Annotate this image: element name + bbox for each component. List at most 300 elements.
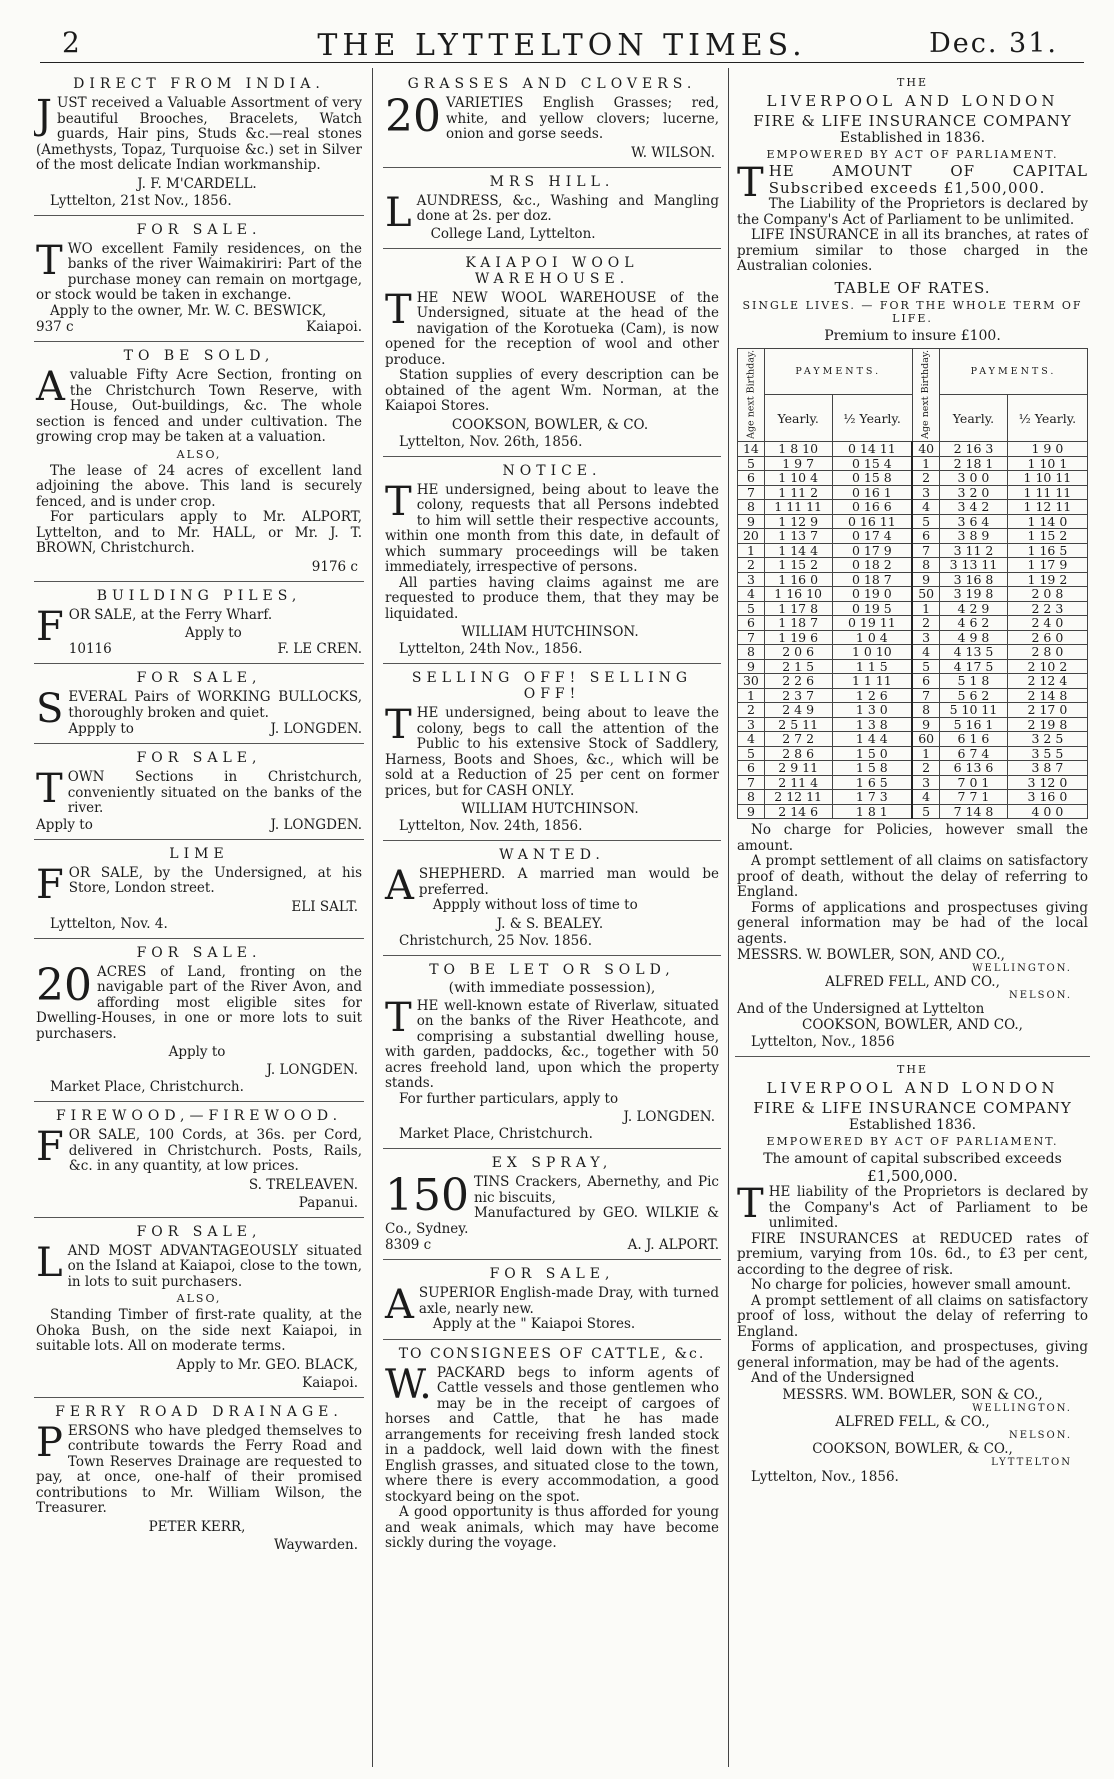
ad-body: Forms of applications and prospectuses giving general information may be had of the local agents. [737,899,1088,947]
rates-cell: 8 [738,790,765,805]
rates-cell: 6 [738,761,765,776]
reference-number: 8309 c [385,1237,432,1253]
rates-cell: 1 3 8 [832,717,912,732]
ad-heading: SELLING OFF! SELLING OFF! [411,670,693,702]
ad-selling-off [383,664,721,841]
rates-cell: 1 14 4 [764,543,832,558]
rates-cell: 6 1 6 [940,732,1008,747]
ad-body: HE liability of the Proprietors is declared by the Company's Act of Parliament to be unlimited. [768,1184,1088,1232]
ad-heading: KAIAPOI WOOL WAREHOUSE. [465,254,639,287]
agent-entry [737,1414,1088,1441]
rates-cell: 3 13 11 [940,558,1008,573]
rates-cell: 1 16 10 [764,587,832,602]
rates-cell: 6 [912,674,939,689]
newspaper-title: THE LYTTELTON TIMES. [317,28,807,63]
rates-row [738,761,1088,776]
ad-body: PACKARD begs to inform agents of Cattle vessels and those gentlemen who may be in the receipt of cargoes of horses and Cattle, that he has made arrangements for receiving fresh landed stock in a paddock, well laid down with the finest English grasses, and situated close to the town, where there is every accommodation, a good stockyard being on the spot. [385,1364,719,1505]
rates-cell: 5 16 1 [940,717,1008,732]
agent-place: NELSON. [1008,1429,1072,1441]
rates-cell: 1 10 4 [764,471,832,486]
ad-body: HE undersigned, being about to leave the colony, begs to call the attention of the Public to his extensive Stock of Saddlery, Harness, Boots and Shoes, &c., which will be sold at a Reduction of 25 per cent on former prices, but for CASH ONLY. [385,705,719,799]
rates-row [738,659,1088,674]
rates-cell: 1 14 0 [1007,514,1087,529]
rates-cell: 1 0 4 [832,630,912,645]
rates-cell: 6 13 6 [940,761,1008,776]
ad-lead: HE AMOUNT OF CAPITAL Subscribed exceeds £1,500,000. [768,162,1088,197]
ad-land-kaiapoi [34,1218,364,1398]
ad-body: The lease of 24 acres of excellent land adjoining the above. This land is securely fenced, and is under crop. [36,462,362,510]
age-header: Age next Birthday. [738,348,765,442]
ad-for-sale-dray [383,1260,721,1340]
ad-body: WO excellent Family residences, on the banks of the river Waimakiriri: Part of the purchase money can remain on mortgage, or stock would be taken in exchange. [36,240,362,303]
established: Established 1836. [848,1117,977,1134]
rates-cell: 2 10 2 [1007,659,1087,674]
rates-cell: 3 [738,572,765,587]
rates-row [738,543,1088,558]
rates-cell: 3 8 7 [1007,761,1087,776]
ad-body: ERSONS who have pledged themselves to contribute towards the Ferry Road and Town Reserves Drainage are requested to pay, at once, one-half of their promised contributions to Mr. William Wilson, the Treasurer. [36,1422,362,1516]
drop-cap: W. [385,1361,432,1408]
rates-cell: 0 17 9 [832,543,912,558]
ad-heading: FOR SALE. [136,944,262,961]
ad-body: All parties having claims against me are requested to produce them, that they may be liquidated. [385,574,719,622]
address-date: Market Place, Christchurch. [399,1126,593,1142]
rates-cell: 1 [912,456,939,471]
signature: J. & S. BEALEY. [496,915,604,932]
rates-cell: 4 0 0 [1007,804,1087,819]
agent-place: WELLINGTON. [972,963,1072,975]
ad-kaiapoi-wool [383,249,721,457]
rates-cell: 3 [912,485,939,500]
page-number: 2 [62,26,80,59]
ad-body: HE NEW WOOL WAREHOUSE of the Undersigned, situate at the head of the navigation of the Korotueka (Cam), is now opened for the reception of wool and other produce. [385,289,719,368]
ad-for-sale-residences [34,216,364,343]
rates-cell: 3 12 0 [1007,775,1087,790]
place: Kaiapoi. [302,1374,358,1391]
rates-cell: 2 7 2 [764,732,832,747]
rates-cell: 1 18 7 [764,616,832,631]
rates-cell: 7 7 1 [940,790,1008,805]
rates-cell: 0 15 4 [832,456,912,471]
rates-cell: 1 2 6 [832,688,912,703]
drop-cap: T [36,766,63,812]
signature: J. LONGDEN. [270,816,362,833]
rates-cell: 1 11 11 [764,500,832,515]
ad-heading: EX SPRAY, [491,1155,613,1171]
rates-cell: 7 [738,775,765,790]
rates-cell: 3 11 2 [940,543,1008,558]
ad-heading: FOR SALE, [489,1266,615,1282]
rates-cell: 3 16 0 [1007,790,1087,805]
rates-cell: 2 3 7 [764,688,832,703]
ad-heading: LIME [169,845,229,862]
also-label: ALSO, [176,447,222,461]
rates-cell: 6 [912,529,939,544]
drop-cap: L [385,189,412,236]
rates-cell: 4 [912,645,939,660]
ad-mrs-hill [383,168,721,249]
ad-the: THE [897,1063,928,1077]
ad-body: OWN Sections in Christchurch, conveniently situated on the banks of the river. [67,769,362,816]
rates-cell: 5 [912,514,939,529]
rates-cell: 8 [738,645,765,660]
ad-body: A prompt settlement of all claims on satisfactory proof of loss, without the delay of referring to England. [737,1292,1088,1340]
rates-cell: 2 [912,761,939,776]
drop-cap: P [36,1419,63,1466]
ad-body: OR SALE, 100 Cords, at 36s. per Cord, delivered in Christchurch. Posts, Rails, &c. in any quantity, at low prices. [68,1127,362,1174]
agent-name: MESSRS. W. BOWLER, SON, AND CO., [737,947,1005,964]
rates-cell: 1 19 2 [1007,572,1087,587]
signature: ELI SALT. [291,898,358,915]
signature: J. F. M'CARDELL. [137,175,257,192]
ad-body: EVERAL Pairs of WORKING BULLOCKS, thoroughly broken and quiet. [68,689,362,721]
rates-cell: 3 [912,630,939,645]
rates-cell: 2 11 4 [764,775,832,790]
rates-cell: 1 15 2 [764,558,832,573]
rates-cell: 2 5 11 [764,717,832,732]
rates-cell: 20 [738,529,765,544]
address-date: Lyttelton, Nov., 1856. [751,1468,899,1485]
agent-place: LYTTELTON [991,1456,1072,1468]
ad-heading: MRS HILL. [489,173,615,190]
rates-cell: 0 18 2 [832,558,912,573]
rates-cell: 6 [738,616,765,631]
ad-body: AND MOST ADVANTAGEOUSLY situated on the Island at Kaiapoi, close to the town, in lots to suit purchasers. [67,1242,362,1290]
ad-body: HE well-known estate of Riverlaw, situated on the banks of the River Heathcote, and comprising a substantial dwelling house, with garden, paddocks, &c., together with 50 acres freehold land, upon which the property stands. [385,997,719,1091]
rates-cell: 0 16 11 [832,514,912,529]
ad-consignees-cattle [383,1340,721,1558]
rates-cell: 5 [912,804,939,819]
rates-cell: 2 0 6 [764,645,832,660]
half-yearly-header: ½ Yearly. [1007,395,1087,442]
ad-heading: NOTICE. [502,462,602,479]
column-rule [728,68,729,1767]
premium-line: Premium to insure £100. [824,327,1001,344]
rates-cell: 1 5 8 [832,761,912,776]
rates-cell: 4 [912,790,939,805]
yearly-header: Yearly. [764,395,832,442]
rates-cell: 1 7 3 [832,790,912,805]
ad-heading: GRASSES AND CLOVERS. [407,76,697,92]
ad-body: ACRES of Land, fronting on the navigable part of the River Avon, and affording most eligible sites for Dwelling-Houses, in one or more lots to suit purchasers. [36,963,362,1042]
agent-name: COOKSON, BOWLER, AND CO., [802,1017,1023,1034]
ad-heading: FOR SALE, [136,750,262,766]
agent-entry [737,1387,1088,1414]
drop-cap: A [385,863,414,909]
ad-body: For further particulars, apply to [399,1090,619,1107]
rates-cell: 2 6 0 [1007,630,1087,645]
rates-cell: 9 [738,659,765,674]
rates-cell: 2 0 8 [1007,587,1087,602]
ad-body: FIRE INSURANCES at REDUCED rates of premium, varying from 10s. 6d., to £3 per cent, according to the degree of risk. [737,1230,1088,1278]
rates-cell: 3 [912,775,939,790]
rates-cell: 7 [912,688,939,703]
signature: WILLIAM HUTCHINSON. [461,801,639,817]
rates-row [738,456,1088,471]
rates-cell: 1 8 10 [764,442,832,457]
agent-name: ALFRED FELL, AND CO., [825,974,1000,991]
rates-cell: 5 [738,456,765,471]
rates-cell: 8 [912,703,939,718]
rates-cell: 0 14 11 [832,442,912,457]
rates-row [738,688,1088,703]
address-date: Christchurch, 25 Nov. 1856. [399,932,593,949]
rates-row [738,790,1088,805]
rates-cell: 9 [912,717,939,732]
rates-cell: 2 16 3 [940,442,1008,457]
rates-cell: 14 [738,442,765,457]
agent-name: MESSRS. WM. BOWLER, SON & CO., [782,1386,1043,1403]
ad-body: Forms of application, and prospectuses, giving general information, may be had of the agents. [737,1339,1088,1371]
ad-heading: FOR SALE, [136,1223,262,1240]
established: Established in 1836. [839,130,986,146]
rates-cell: 1 [738,543,765,558]
rates-cell: 2 1 5 [764,659,832,674]
ad-body: The Liability of the Proprietors is declared by the Company's Act of Parliament to be unlimited. [737,196,1088,228]
ad-liverpool-life [735,70,1090,1057]
rates-cell: 1 1 11 [832,674,912,689]
rates-cell: 2 14 6 [764,804,832,819]
rates-cell: 2 14 8 [1007,688,1087,703]
drop-cap: T [36,237,63,284]
rates-cell: 7 0 1 [940,775,1008,790]
ad-notice [383,457,721,665]
address-date: Lyttelton, Nov. 26th, 1856. [399,433,583,450]
rates-cell: 1 5 0 [832,746,912,761]
empowered: EMPOWERED BY ACT OF PARLIAMENT. [766,148,1059,161]
drop-cap: A [385,1282,414,1328]
table-title: TABLE OF RATES. [834,278,991,297]
signature: WILLIAM HUTCHINSON. [461,624,639,640]
rates-cell: 9 [738,804,765,819]
ad-ferry-road-drainage [34,1398,364,1559]
rates-cell: 3 5 5 [1007,746,1087,761]
drop-cap: F [36,861,64,908]
drop-cap: 150 [385,1170,469,1221]
rates-cell: 1 3 0 [832,703,912,718]
signature: F. LE CREN. [277,641,362,657]
address-date: Lyttelton, Nov. 24th, 1856. [399,818,583,834]
agent-entry [737,974,1088,1001]
ad-body: SUPERIOR English-made Dray, with turned axle, nearly new. [418,1285,719,1317]
ad-body: OR SALE, at the Ferry Wharf. [68,606,273,623]
ad-body: HE undersigned, being about to leave the colony, requests that all Persons indebted to him will settle their respective accounts, within one month from this date, in default of which summary proceedings will be taken immediately, irrespective of persons. [385,481,719,575]
rates-cell: 1 19 6 [764,630,832,645]
rates-cell: 2 12 4 [1007,674,1087,689]
rates-cell: 2 [738,703,765,718]
rates-cell: 2 18 1 [940,456,1008,471]
rates-cell: 4 [738,732,765,747]
rates-row [738,471,1088,486]
ad-heading: FOR SALE, [136,670,262,686]
drop-cap: F [36,603,64,650]
rates-row [738,558,1088,573]
rates-cell: 2 [912,471,939,486]
signature: J. LONGDEN. [270,721,362,737]
rates-cell: 3 2 0 [940,485,1008,500]
rates-row [738,717,1088,732]
address-date: Lyttelton, Nov., 1856 [751,1034,895,1051]
rates-cell: 0 19 0 [832,587,912,602]
address-date: Lyttelton, 24th Nov., 1856. [399,641,583,657]
agent-name: ALFRED FELL, & CO., [835,1413,990,1430]
rates-cell: 4 6 2 [940,616,1008,631]
rates-cell: 1 11 2 [764,485,832,500]
column-2 [383,70,721,1769]
signature: J. LONGDEN. [623,1109,715,1125]
rates-cell: 1 15 2 [1007,529,1087,544]
rates-row [738,616,1088,631]
agent-entry [737,1441,1088,1468]
company-subtitle: FIRE & LIFE INSURANCE COMPANY [753,112,1072,130]
age-header: Age next Birthday. [912,348,939,442]
rates-row [738,500,1088,515]
ad-body: A prompt settlement of all claims on satisfactory proof of death, without the delay of referring to England. [737,853,1088,901]
rates-cell: 1 17 9 [1007,558,1087,573]
company-subtitle: FIRE & LIFE INSURANCE COMPANY [753,1099,1072,1118]
issue-date: Dec. 31. [929,28,1058,59]
ad-body: UST received a Valuable Assortment of very beautiful Brooches, Bracelets, Watch guards, Hair pins, Studs &c.—real stones (Amethysts, Topaz, Turquoise &c.) set in Silver of the most delicate Indian workmanship. [36,95,362,173]
agent-lead: And of the Undersigned at Lyttelton [737,1001,985,1018]
company-name: LIVERPOOL AND LONDON [766,1079,1059,1098]
ad-ex-spray [383,1149,721,1260]
address-date: College Land, Lyttelton. [430,225,596,242]
ad-body: Appply without loss of time to [432,897,638,913]
ad-subheading: (with immediate possession), [448,979,656,996]
company-name: LIVERPOOL AND LONDON [766,92,1059,110]
rates-cell: 0 15 8 [832,471,912,486]
rates-cell: 1 4 4 [832,732,912,747]
rates-row [738,645,1088,660]
reference-number: 937 c [36,319,74,335]
rates-cell: 1 9 0 [1007,442,1087,457]
ad-heading: WANTED. [499,847,605,863]
rates-cell: 60 [912,732,939,747]
place: Kaiapoi. [306,319,362,335]
rates-row [738,514,1088,529]
drop-cap: T [737,160,764,206]
rates-row [738,746,1088,761]
ad-liverpool-fire [735,1057,1090,1491]
drop-cap: 20 [385,91,441,142]
signature: S. TRELEAVEN. [248,1176,358,1193]
rates-cell: 5 [738,746,765,761]
masthead [40,22,1084,63]
rates-cell: 2 19 8 [1007,717,1087,732]
single-lives: SINGLE LIVES. — FOR THE WHOLE TERM OF LIFE. [742,298,1083,325]
agent-name: COOKSON, BOWLER, & CO., [812,1440,1013,1457]
rates-cell: 1 16 5 [1007,543,1087,558]
rates-cell: 5 10 11 [940,703,1008,718]
signature: W. WILSON. [631,144,715,161]
rates-cell: 4 [912,500,939,515]
rates-row [738,703,1088,718]
rates-cell: 2 [738,558,765,573]
rates-cell: 1 9 7 [764,456,832,471]
ad-body: AUNDRESS, &c., Washing and Mangling done at 2s. per doz. [416,192,719,224]
ad-body: And of the Undersigned [751,1370,915,1387]
payments-header: PAYMENTS. [764,348,912,395]
ad-heading: TO CONSIGNEES OF CATTLE, &c. [398,1345,706,1362]
yearly-header: Yearly. [940,395,1008,442]
rates-cell: 1 [912,746,939,761]
address-date: Lyttelton, Nov. 4. [50,915,168,932]
rates-cell: 1 13 7 [764,529,832,544]
rates-cell: 5 6 2 [940,688,1008,703]
rates-cell: 9 [912,572,939,587]
rates-cell: 1 17 8 [764,601,832,616]
agent-entry [737,947,1088,974]
ad-body: SHEPHERD. A married man would be preferred. [418,866,719,898]
reference-number: 9176 c [311,558,358,575]
ad-body: No charge for Policies, however small the amount. [737,822,1088,854]
reference-number: 10116 [68,641,112,657]
ad-lime [34,840,364,939]
rates-cell: 0 19 5 [832,601,912,616]
ad-body: Standing Timber of first-rate quality, at the Ohoka Bush, on the side next Kaiapoi, in suitable lots. All on moderate terms. [36,1307,362,1354]
apply-line: Apply to [36,816,93,833]
ad-body: Station supplies of every description can be obtained of the agent Wm. Norman, at the Kaiapoi Stores. [385,367,719,414]
signature: COOKSON, BOWLER, & CO. [451,416,649,433]
rates-cell: 0 16 1 [832,485,912,500]
half-yearly-header: ½ Yearly. [832,395,912,442]
ad-heading: FERRY ROAD DRAINAGE. [55,1403,343,1420]
ad-direct-from-india [34,70,364,216]
drop-cap: T [385,994,412,1041]
rates-cell: 5 [912,659,939,674]
column-3 [735,70,1090,1769]
rates-cell: 6 7 4 [940,746,1008,761]
drop-cap: A [36,364,65,410]
rates-cell: 4 9 8 [940,630,1008,645]
rates-cell: 2 8 0 [1007,645,1087,660]
rates-cell: 8 [738,500,765,515]
rates-cell: 2 4 0 [1007,616,1087,631]
rates-cell: 50 [912,587,939,602]
agent-place: NELSON. [1008,990,1072,1002]
drop-cap: T [385,286,412,333]
place: Papanui. [298,1194,358,1211]
rates-row [738,485,1088,500]
rates-cell: 9 [738,514,765,529]
address-date: Lyttelton, 21st Nov., 1856. [50,192,232,209]
ad-body: For particulars apply to Mr. ALPORT, Lyttelton, and to Mr. HALL, or Mr. J. T. BROWN, Christchurch. [36,509,362,556]
ad-heading: TO BE SOLD, [123,348,275,364]
rates-row [738,442,1088,457]
agent-place: WELLINGTON. [972,1402,1072,1414]
ad-heading: FOR SALE. [136,221,262,238]
rates-cell: 0 17 4 [832,529,912,544]
ad-wanted [383,841,721,956]
rates-cell: 2 8 6 [764,746,832,761]
signature: Apply to Mr. GEO. BLACK, [176,1356,358,1373]
rates-cell: 6 [738,471,765,486]
rates-cell: 2 17 0 [1007,703,1087,718]
capital-amount: £1,500,000. [867,1167,958,1186]
rates-cell: 3 19 8 [940,587,1008,602]
rates-table [737,348,1088,820]
ad-heading: DIRECT FROM INDIA. [73,76,325,92]
rates-cell: 7 14 8 [940,804,1008,819]
column-1 [34,70,364,1769]
rates-cell: 1 12 9 [764,514,832,529]
ad-to-be-let [383,956,721,1150]
ad-the: THE [897,76,928,89]
ad-body: Apply at the " Kaiapoi Stores. [432,1316,636,1332]
rates-cell: 3 0 0 [940,471,1008,486]
rates-cell: 2 9 11 [764,761,832,776]
rates-row [738,601,1088,616]
